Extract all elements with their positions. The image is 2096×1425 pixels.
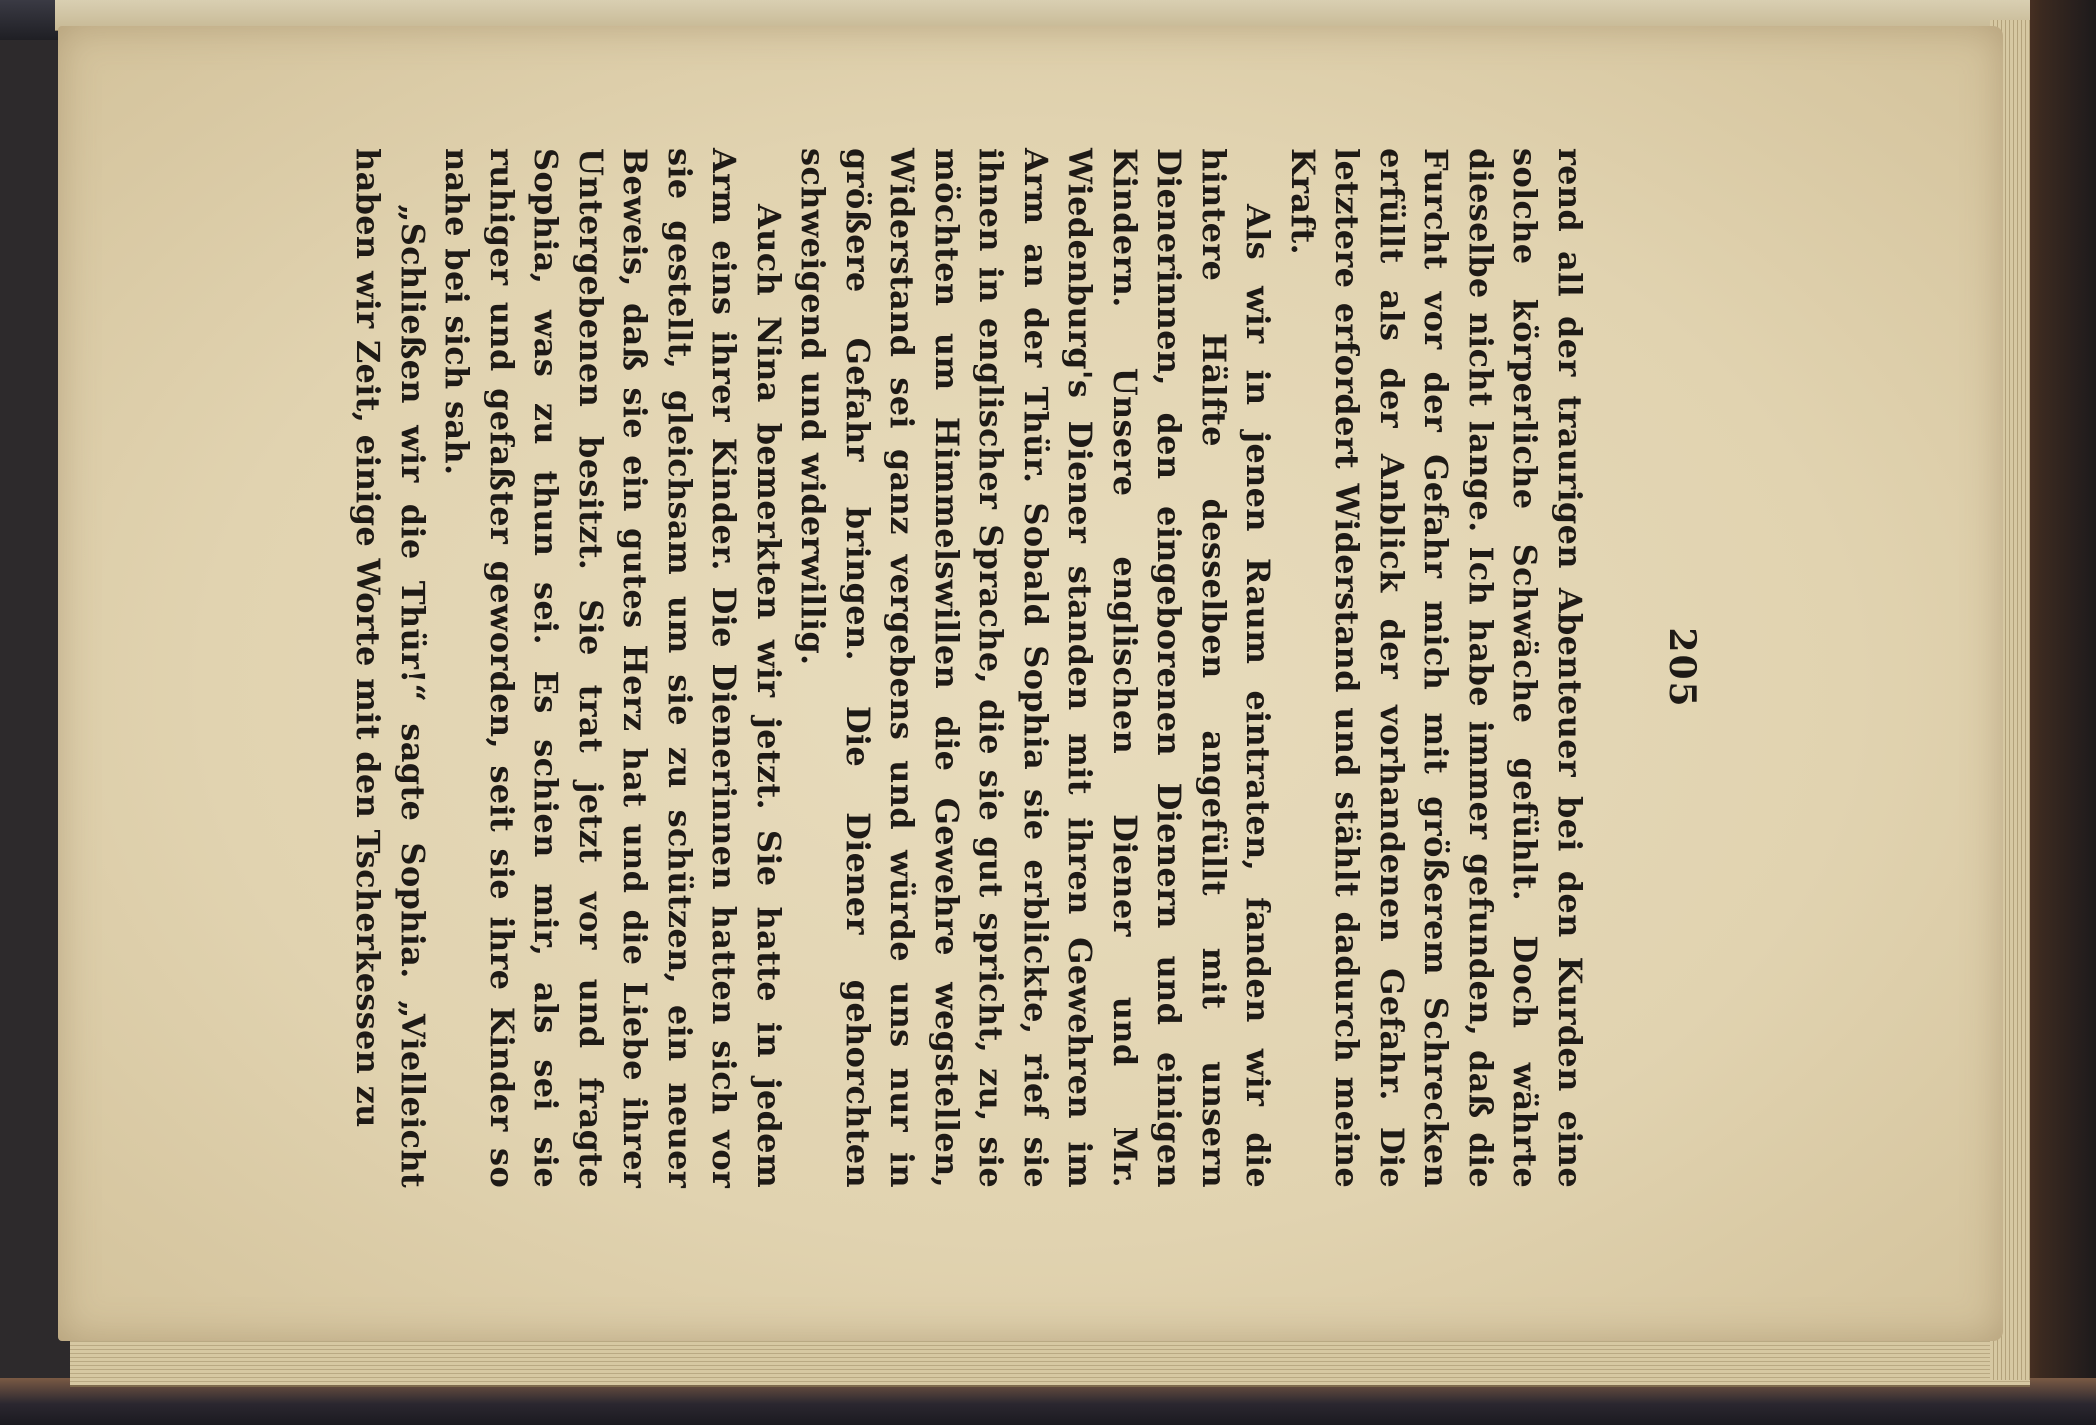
paragraph: „Schließen wir die Thür!“ sagte Sophia. „Vielleicht haben wir Zeit, einige Worte mit den Tscherkessen zu (349, 148, 432, 1188)
page-number: 205 (1661, 627, 1703, 709)
page-text-block (342, 148, 1722, 1188)
paragraph: Als wir in jenen Raum eintraten, fanden wir die hintere Hälfte desselben angefüllt mit unsern Dienerinnen, den eingeborenen Dienern und einigen Kindern. Unsere englischen Diener und Mr. Wiedenburg's Diener standen mit ihren Gewehren im Arm an der Thür. Sobald Sophia sie erblickte, rief sie ihnen in englischer Sprache, die sie gut spricht, zu, sie möchten um Himmelswillen die Gewehre wegstellen, Widerstand sei ganz vergebens und würde uns nur in größere Gefahr bringen. Die Diener gehorchten schweigend und widerwillig. (794, 148, 1278, 1188)
paragraph: rend all der traurigen Abenteuer bei den Kurden eine solche körperliche Schwäche gefühlt. Doch währte dieselbe nicht lange. Ich habe immer gefunden, daß die Furcht vor der Gefahr mich mit größerem Schrecken erfüllt als der Anblick der vorhandenen Gefahr. Die letztere erfordert Widerstand und stählt dadurch meine Kraft. (1284, 148, 1589, 1188)
page-body (346, 148, 1592, 1188)
paragraph: Auch Nina bemerkten wir jetzt. Sie hatte in jedem Arm eins ihrer Kinder. Die Dienerinnen hatten sich vor sie gestellt, gleichsam um sie zu schützen, ein neuer Beweis, daß sie ein gutes Herz hat und die Liebe ihrer Untergebenen besitzt. Sie trat jetzt vor und fragte Sophia, was zu thun sei. Es schien mir, als sei sie ruhiger und gefaßter geworden, seit sie ihre Kinder so nahe bei sich sah. (438, 148, 788, 1188)
